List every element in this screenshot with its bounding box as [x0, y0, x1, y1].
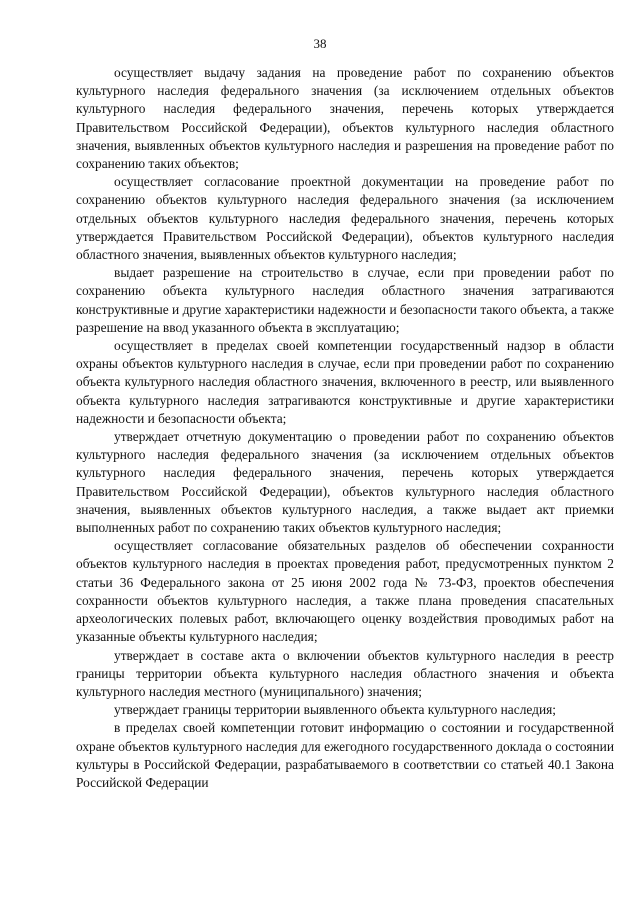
page-number: 38 — [313, 36, 327, 51]
paragraph: осуществляет согласование обязательных разделов об обеспечении сохранности объектов культурного наследия в проектах проведения работ, предусмотренных пунктом 2 статьи 36 Федерального закона от 25 июня 2002 года № 73-ФЗ, проектов обеспечения сохранности объектов культурного наследия, а также плана проведения спасательных археологических полевых работ, включающего оценку воздействия проводимых работ на указанные объекты культурного наследия; — [76, 538, 614, 645]
paragraph: утверждает границы территории выявленного объекта культурного наследия; — [114, 702, 556, 718]
paragraph: осуществляет выдачу задания на проведение работ по сохранению объектов культурного наследия федерального значения (за исключением отдельных объектов культурного наследия федерального значения, перечень которых утверждается Правительством Российской Федерации), объектов культурного наследия областного значения, выявленных объектов культурного наследия и разрешения на проведение работ по сохранению таких объектов; — [76, 65, 614, 172]
paragraph: утверждает в составе акта о включении объектов культурного наследия в реестр границы территории объекта культурного наследия областного значения и объекта культурного наследия местного (муниципального) значения; — [76, 647, 614, 699]
paragraph: выдает разрешение на строительство в случае, если при проведении работ по сохранению объекта культурного наследия областного значения затрагиваются конструктивные и другие характеристики надежности и безопасности такого объекта, а также разрешение на ввод указанного объекта в эксплуатацию; — [76, 265, 614, 335]
paragraph: в пределах своей компетенции готовит информацию о состоянии и государственной охране объектов культурного наследия для ежегодного государственного доклада о состоянии культуры в Российской Федерации, разрабатываемого в соответствии со статьей 40.1 Закона Российской Федерации — [76, 720, 614, 790]
body-text — [76, 64, 614, 792]
paragraph: осуществляет согласование проектной документации на проведение работ по сохранению объектов культурного наследия федерального значения (за исключением отдельных объектов культурного наследия федерального значения, перечень которых утверждается Правительством Российской Федерации), объектов культурного наследия областного значения, выявленных объектов культурного наследия; — [76, 174, 614, 263]
paragraph: утверждает отчетную документацию о проведении работ по сохранению объектов культурного наследия федерального значения (за исключением отдельных объектов культурного наследия федерального значения, перечень которых утверждается Правительством Российской Федерации), объектов культурного наследия областного значения, выявленных объектов культурного наследия, а также выдает акт приемки выполненных работ по сохранению таких объектов культурного наследия; — [76, 429, 614, 536]
paragraph: осуществляет в пределах своей компетенции государственный надзор в области охраны объектов культурного наследия в случае, если при проведении работ по сохранению объекта культурного наследия областного значения, включенного в реестр, или выявленного объекта культурного наследия затрагиваются конструктивные и другие характеристики надежности и безопасности объекта; — [76, 338, 614, 426]
